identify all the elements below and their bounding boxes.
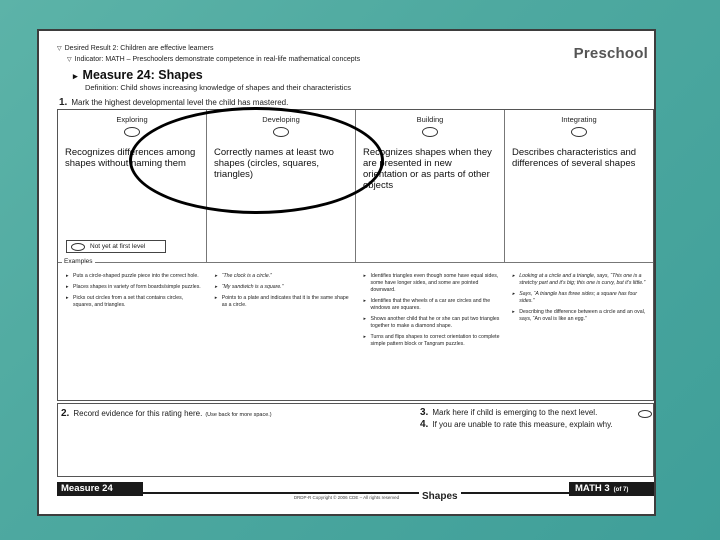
level-radio-integrating[interactable]	[571, 127, 587, 137]
evidence-box[interactable]	[57, 403, 654, 477]
question-3	[420, 407, 597, 418]
example-item: ▸ “My sandwich is a square.”	[215, 284, 352, 291]
examples-column-developing	[207, 263, 356, 401]
triangle-down-icon: ▽	[57, 46, 62, 52]
level-title: Developing	[262, 115, 300, 124]
level-column-exploring	[58, 110, 207, 262]
level-radio-building[interactable]	[422, 127, 438, 137]
example-item: ▸ Identifies triangles even though some have equal sides, some have longer sides, and some are pointed downward.	[364, 273, 501, 294]
examples-columns	[58, 263, 653, 401]
not-yet-option[interactable]	[66, 240, 166, 253]
example-item: ▸ Shows another child that he or she can put two triangles together to make a diamond shape.	[364, 316, 501, 330]
examples-column-building	[356, 263, 505, 401]
question-4-number: 4.	[420, 419, 429, 430]
footer-measure: Measure 24	[57, 482, 143, 496]
example-item: ▸ Points to a plate and indicates that it is the same shape as a circle.	[215, 295, 352, 309]
question-1-text: Mark the highest developmental level the child has mastered.	[71, 98, 289, 107]
footer-page: (of 7)	[613, 487, 629, 493]
question-2-number: 2.	[61, 408, 70, 419]
example-item: ▸ Describing the difference between a circle and an oval, says, “An oval is like an egg.”	[512, 309, 649, 323]
not-yet-radio[interactable]	[71, 243, 85, 251]
rating-grid	[57, 109, 654, 401]
desired-result-line	[57, 45, 214, 52]
example-item: ▸ Places shapes in variety of form boards/simple puzzles.	[66, 284, 203, 291]
examples-section	[58, 258, 653, 401]
footer-code-text: MATH 3	[575, 483, 610, 494]
level-description: Recognizes shapes when they are presented in new orientation or as parts of other objects	[363, 147, 492, 191]
assessment-sheet	[37, 29, 656, 516]
level-column-developing	[207, 110, 356, 262]
example-item: ▸ Picks out circles from a set that contains circles, squares, and triangles.	[66, 295, 203, 309]
measure-definition: Definition: Child shows increasing knowledge of shapes and their characteristics	[85, 83, 351, 92]
program-label: Preschool	[573, 45, 648, 62]
level-description: Describes characteristics and differences of several shapes	[512, 147, 637, 169]
example-item: ▸ Says, “A triangle has three sides; a square has four sides.”	[512, 291, 649, 305]
example-item: ▸ Turns and flips shapes to correct orientation to complete simple pattern block or Tangram puzzles.	[364, 334, 501, 348]
examples-column-integrating	[504, 263, 653, 401]
level-radio-exploring[interactable]	[124, 127, 140, 137]
example-item: ▸ Looking at a circle and a triangle, says, “This one is a stretchy part and it’s big; this one is curvy, but it’s little.”	[512, 273, 649, 287]
question-4-text: If you are unable to rate this measure, explain why.	[432, 420, 613, 429]
examples-column-exploring	[58, 263, 207, 401]
triangle-down-icon: ▽	[67, 57, 72, 63]
level-title: Exploring	[116, 115, 148, 124]
not-yet-label: Not yet at first level	[90, 243, 146, 250]
level-title: Integrating	[561, 115, 597, 124]
question-2-text: Record evidence for this rating here.	[73, 409, 203, 418]
question-3-number: 3.	[420, 407, 429, 418]
question-2	[61, 408, 272, 419]
level-column-building	[356, 110, 505, 262]
example-item: ▸ Identifies that the wheels of a car are circles and the windows are squares.	[364, 298, 501, 312]
footer-code	[569, 482, 654, 496]
level-column-integrating	[505, 110, 653, 262]
desired-result-text: Desired Result 2: Children are effective learners	[64, 45, 214, 52]
examples-label: Examples	[64, 258, 93, 265]
question-1	[59, 97, 288, 108]
measure-title-text: Measure 24: Shapes	[82, 68, 203, 82]
question-4	[420, 419, 613, 430]
question-3-text: Mark here if child is emerging to the next level.	[432, 408, 598, 417]
level-radio-developing[interactable]	[273, 127, 289, 137]
level-columns	[58, 110, 653, 262]
question-1-number: 1.	[59, 97, 68, 108]
question-2-note: (Use back for more space.)	[205, 412, 272, 418]
level-title: Building	[416, 115, 444, 124]
footer-topic: Shapes	[419, 491, 461, 502]
indicator-text: Indicator: MATH – Preschoolers demonstrate competence in real-life mathematical concepts	[74, 56, 361, 63]
triangle-right-icon: ▸	[73, 71, 78, 81]
level-description: Correctly names at least two shapes (circles, squares, triangles)	[214, 147, 334, 180]
example-item: ▸ “The clock is a circle.”	[215, 273, 352, 280]
example-item: ▸ Puts a circle-shaped puzzle piece into the correct hole.	[66, 273, 203, 280]
copyright-notice: DRDP-R Copyright © 2006 CDE – All rights reserved	[293, 495, 400, 500]
measure-title	[73, 68, 203, 82]
indicator-line	[67, 56, 360, 63]
level-description: Recognizes differences among shapes without naming them	[65, 147, 196, 169]
emerging-radio[interactable]	[638, 410, 652, 418]
